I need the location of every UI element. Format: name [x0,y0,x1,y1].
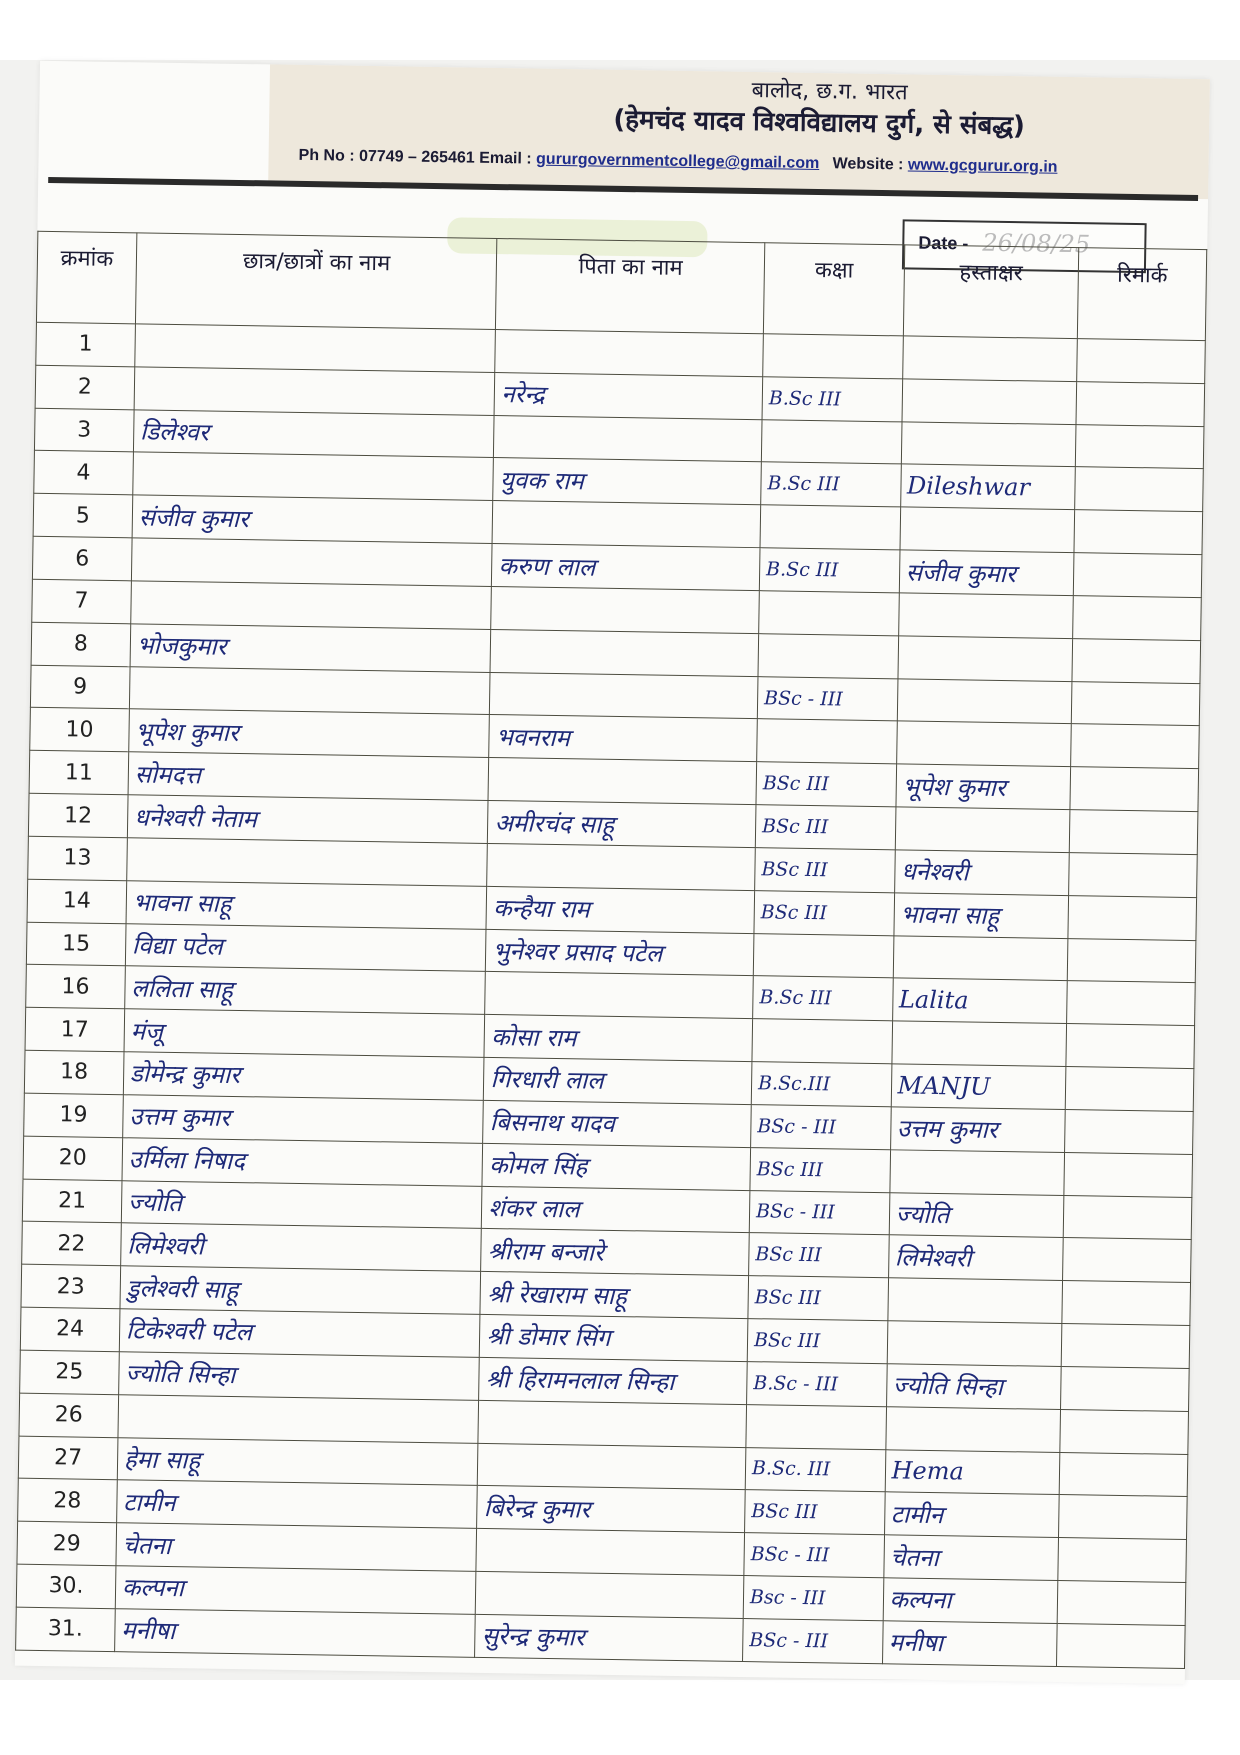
remark-cell [1065,1109,1194,1154]
class-cell [752,1019,892,1064]
serial-cell: 19 [24,1093,124,1137]
remark-cell [1061,1324,1190,1369]
signature-cell [900,507,1075,553]
remark-cell [1069,810,1198,855]
signature-cell: कल्पना [883,1578,1058,1624]
signature-cell: चेतना [883,1535,1058,1581]
class-cell [759,591,899,636]
remark-cell [1072,638,1201,683]
class-cell: BSc III [748,1276,888,1321]
remark-cell [1071,681,1200,726]
signature-cell [891,1021,1066,1067]
student-name-cell: डिलेश्वर [133,409,494,457]
serial-cell: 4 [34,451,134,495]
serial-cell: 24 [20,1307,120,1351]
remark-cell [1063,1238,1192,1283]
father-name-cell: भुनेश्वर प्रसाद पटेल [486,929,754,976]
remark-cell [1073,553,1202,598]
class-cell: BSc III [750,1147,890,1192]
father-name-cell: श्री डोमार सिंग [480,1314,748,1361]
serial-cell: 31. [16,1607,116,1652]
header-contact [298,147,1198,179]
father-name-cell [495,330,763,377]
signature-cell [898,636,1073,682]
serial-cell: 20 [23,1136,123,1180]
class-cell [753,933,893,978]
remark-cell [1067,938,1196,983]
signature-cell: लिमेश्वरी [888,1235,1063,1281]
header-serial: क्रमांक [36,231,136,324]
father-name-cell: श्रीराम बन्जारे [481,1229,749,1276]
class-cell: BSc III [755,805,895,850]
signature-cell [889,1150,1064,1196]
remark-cell [1067,981,1196,1026]
student-name-cell [127,838,488,886]
header-affiliation: (हेमचंद यादव विश्वविद्यालय दुर्ग, से संबद्ध) [613,104,1026,142]
student-name-cell: कल्पना [115,1566,476,1614]
student-name-cell: मनीषा [114,1609,475,1658]
student-name-cell: भोजकुमार [130,624,491,672]
father-name-cell: सुरेन्द्र कुमार [475,1614,743,1661]
class-cell: BSc III [756,762,896,807]
father-name-cell [487,843,755,890]
serial-cell: 11 [29,751,129,795]
serial-cell: 16 [26,965,126,1009]
student-name-cell: डोमेन्द्र कुमार [123,1052,484,1100]
remark-cell [1062,1281,1191,1326]
student-name-cell: भावना साहू [126,881,487,929]
signature-cell [898,593,1073,639]
father-name-cell: करुण लाल [492,544,760,591]
student-name-cell: ज्योति सिन्हा [118,1352,479,1400]
header-student-name: छात्र/छात्रों का नाम [135,233,497,330]
remark-cell [1061,1366,1190,1411]
serial-cell: 6 [32,536,132,580]
father-name-cell: कोमल सिंह [482,1143,750,1190]
student-name-cell [118,1394,479,1442]
signature-cell [895,807,1070,853]
signature-cell [901,422,1076,468]
remark-cell [1063,1195,1192,1240]
father-name-cell [478,1443,746,1490]
serial-cell: 3 [34,408,134,452]
class-cell: B.Sc III [753,976,893,1021]
student-name-cell [133,452,494,500]
remark-cell [1073,596,1202,641]
remark-cell [1065,1067,1194,1112]
father-name-cell: नरेन्द्र [495,372,763,419]
student-name-cell: चेतना [116,1523,477,1571]
serial-cell: 15 [26,922,126,966]
website-link[interactable]: www.gcgurur.org.in [907,156,1058,176]
serial-cell: 21 [22,1179,122,1223]
student-name-cell: सोमदत्त [128,752,489,800]
class-cell: BSc - III [744,1533,884,1578]
website-label: Website : [832,155,904,174]
signature-cell: धनेश्वरी [894,850,1069,896]
remark-cell [1077,339,1206,384]
serial-cell: 8 [31,622,131,666]
class-cell: BSc III [754,890,894,935]
student-name-cell: ललिता साहू [125,966,486,1014]
class-cell: B.Sc.III [751,1062,891,1107]
father-name-cell: बिसनाथ यादव [483,1100,751,1147]
father-name-cell: शंकर लाल [482,1186,750,1233]
remark-cell [1059,1452,1188,1497]
college-letterhead [268,64,1210,199]
remark-cell [1059,1495,1188,1540]
student-name-cell [134,367,495,415]
signature-cell: Dileshwar [900,464,1075,510]
class-cell: BSc III [745,1490,885,1535]
signature-cell: भावना साहू [893,893,1068,939]
class-cell: B.Sc III [761,462,901,507]
student-name-cell: धनेश्वरी नेताम [127,795,488,843]
remark-cell [1076,381,1205,426]
class-cell: B.Sc - III [747,1361,887,1406]
remark-cell [1074,510,1203,555]
header-location: बालोद, छ.ग. भारत [751,77,908,106]
serial-cell: 22 [22,1222,122,1266]
date-value: 26/08/25 [982,228,1091,259]
signature-cell [897,678,1072,724]
date-label: Date - [918,232,969,254]
class-cell [758,633,898,678]
serial-cell: 13 [28,836,128,880]
serial-cell: 28 [18,1479,118,1523]
father-name-cell [490,672,758,719]
class-cell: BSc III [749,1233,889,1278]
signature-cell [896,721,1071,767]
father-name-cell [494,415,762,462]
student-name-cell: उत्तम कुमार [123,1095,484,1143]
table-body [16,322,1206,1668]
father-name-cell [488,758,756,805]
father-name-cell: अमीरचंद साहू [488,801,756,848]
father-name-cell: युवक राम [493,458,761,505]
student-name-cell: टामीन [116,1480,477,1528]
remark-cell [1057,1581,1186,1626]
student-name-cell: ज्योति [121,1180,482,1228]
signature-cell [893,935,1068,981]
student-name-cell: डुलेश्वरी साहू [120,1266,481,1314]
father-name-cell [478,1400,746,1447]
signature-cell [887,1278,1062,1324]
class-cell: BSc - III [742,1618,882,1663]
class-cell [760,505,900,550]
remark-cell [1056,1623,1185,1668]
serial-cell: 12 [28,793,128,837]
remark-cell [1071,724,1200,769]
father-name-cell: श्री रेखाराम साहू [480,1272,748,1319]
serial-cell: 2 [35,365,135,409]
serial-cell: 18 [24,1050,124,1094]
signature-cell [885,1406,1060,1452]
father-name-cell [485,972,753,1019]
email-label: Email : [479,149,532,168]
signature-cell: MANJU [891,1064,1066,1110]
remark-cell [1064,1152,1193,1197]
father-name-cell: श्री हिरामनलाल सिन्हा [479,1357,747,1404]
class-cell: B.Sc III [762,377,902,422]
signature-cell: टामीन [884,1492,1059,1538]
father-name-cell [490,629,758,676]
signature-cell [902,379,1077,425]
serial-cell: 29 [17,1521,117,1565]
serial-cell: 30. [16,1564,116,1608]
remark-cell [1060,1409,1189,1454]
attendance-sheet [15,61,1210,1684]
serial-cell: 10 [30,708,130,752]
header-father-name: पिता का नाम [496,239,765,334]
father-name-cell: कन्हैया राम [486,886,754,933]
father-name-cell: भवनराम [489,715,757,762]
serial-cell: 23 [21,1264,121,1308]
student-name-cell: संजीव कुमार [132,495,493,543]
father-name-cell: कोसा राम [484,1015,752,1062]
serial-cell: 25 [20,1350,120,1394]
student-name-cell: मंजू [124,1009,485,1057]
class-cell: BSc III [747,1319,887,1364]
serial-cell: 9 [30,665,130,709]
student-name-cell: भूपेश कुमार [129,709,490,757]
student-name-cell [131,538,492,586]
header-remark: रिमार्क [1077,248,1206,341]
signature-cell: उत्तम कुमार [890,1107,1065,1153]
class-cell: BSc - III [757,676,897,721]
class-cell [746,1404,886,1449]
class-cell: BSc - III [749,1190,889,1235]
remark-cell [1068,895,1197,940]
email-link[interactable]: gururgovernmentcollege@gmail.com [535,150,820,173]
signature-cell [902,336,1077,382]
student-name-cell [135,324,496,372]
student-name-cell: हेमा साहू [117,1437,478,1485]
student-name-cell: टिकेश्वरी पटेल [119,1309,480,1357]
signature-cell: ज्योति सिन्हा [886,1364,1061,1410]
serial-cell: 14 [27,879,127,923]
signature-cell: भूपेश कुमार [896,764,1071,810]
signature-cell [887,1321,1062,1367]
class-cell: BSc III [755,848,895,893]
class-cell [761,419,901,464]
father-name-cell [476,1529,744,1576]
student-name-cell [131,581,492,629]
remark-cell [1070,767,1199,812]
signature-cell: Lalita [892,978,1067,1024]
father-name-cell [492,501,760,548]
header-signature: हस्ताक्षर [903,245,1079,339]
class-cell: B.Sc. III [745,1447,885,1492]
phone-number: 07749 – 265461 [358,147,475,167]
serial-cell: 27 [18,1436,118,1480]
class-cell: BSc - III [751,1105,891,1150]
remark-cell [1058,1538,1187,1583]
signature-cell: मनीषा [882,1621,1057,1667]
phone-label: Ph No : [298,146,355,165]
remark-cell [1066,1024,1195,1069]
signature-cell: संजीव कुमार [899,550,1074,596]
father-name-cell: गिरधारी लाल [484,1057,752,1104]
serial-cell: 26 [19,1393,119,1437]
serial-cell: 7 [32,579,132,623]
class-cell: B.Sc III [759,548,899,593]
father-name-cell: बिरेन्द्र कुमार [477,1486,745,1533]
student-name-cell: विद्या पटेल [125,923,486,971]
father-name-cell [491,586,759,633]
serial-cell: 1 [36,322,136,366]
signature-cell: ज्योति [889,1192,1064,1238]
signature-cell: Hema [885,1449,1060,1495]
class-cell [763,334,903,379]
remark-cell [1075,424,1204,469]
father-name-cell [476,1571,744,1618]
student-name-cell [129,666,490,714]
serial-cell: 5 [33,494,133,538]
student-name-cell: लिमेश्वरी [121,1223,482,1271]
attendance-table [15,228,1207,1669]
remark-cell [1069,853,1198,898]
student-name-cell: उर्मिला निषाद [122,1137,483,1185]
class-cell: Bsc - III [743,1576,883,1621]
remark-cell [1075,467,1204,512]
serial-cell: 17 [25,1007,125,1051]
class-cell [757,719,897,764]
header-class: कक्षा [763,243,904,336]
